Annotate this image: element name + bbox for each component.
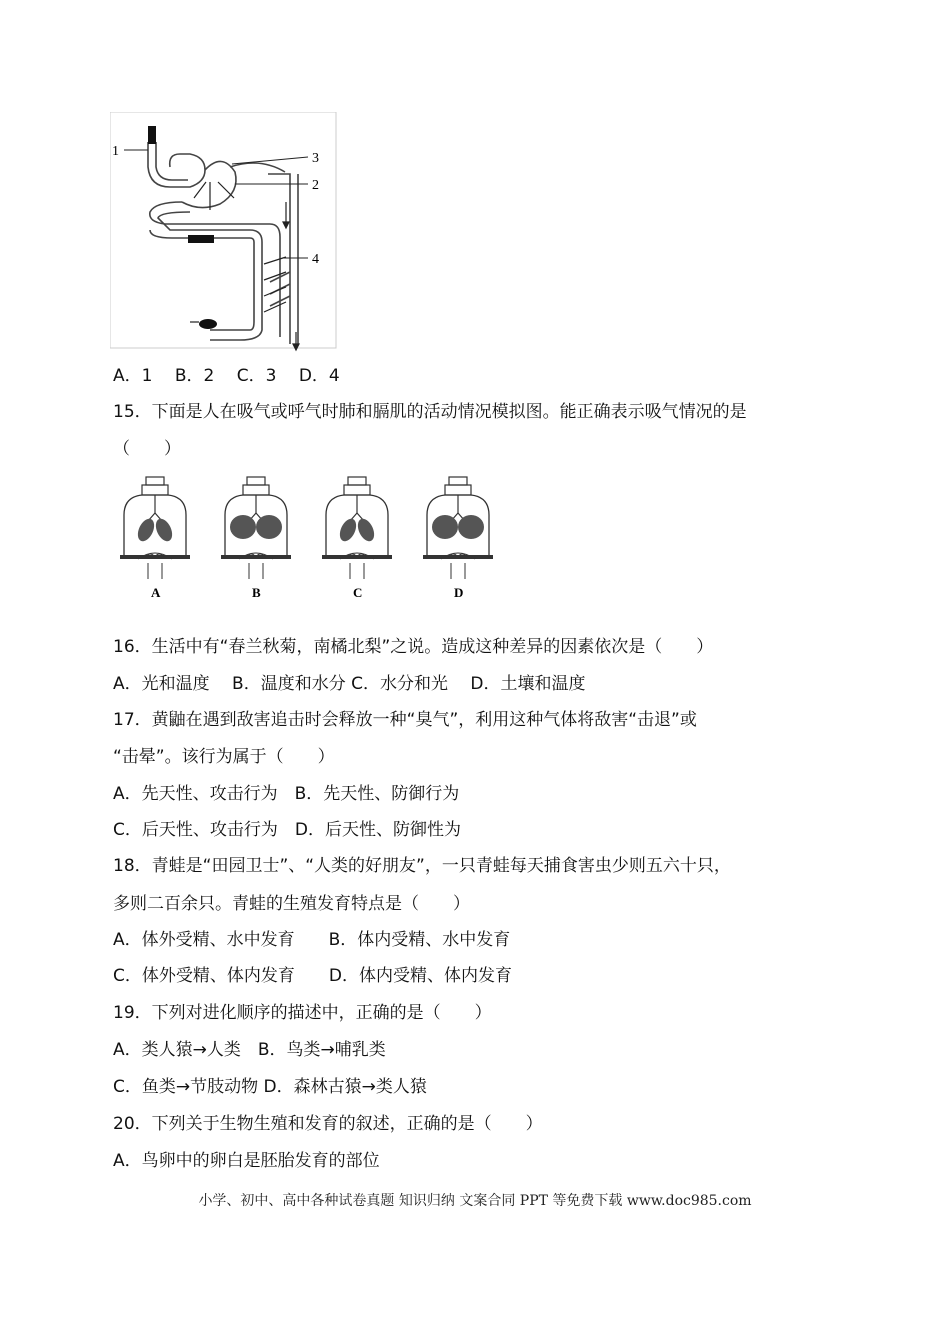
diagram-label-3: 3 (312, 151, 319, 166)
diagram-label-2: 2 (312, 178, 319, 193)
jar-figure-c (322, 477, 392, 600)
q15-stem: 15．下面是人在吸气或呼气时肺和膈肌的活动情况模拟图。能正确表示吸气情况的是 (113, 402, 747, 422)
q17-options-ab: A．先天性、攻击行为 B．先天性、防御行为 (113, 784, 460, 804)
q19-options-ab: A．类人猿→人类 B．鸟类→哺乳类 (113, 1040, 386, 1060)
q20-stem: 20．下列关于生物生殖和发育的叙述，正确的是（ ） (113, 1114, 543, 1134)
q18-options-ab: A．体外受精、水中发育 B．体内受精、水中发育 (113, 930, 511, 950)
jar-figure-b (221, 477, 291, 600)
q18-options-cd: C．体外受精、体内发育 D．体内受精、体内发育 (113, 966, 512, 986)
jar-figure-a (120, 477, 190, 600)
tube-end-mark (199, 319, 217, 329)
diagram-label-1: 1 (112, 144, 119, 159)
q16-stem: 16．生活中有“春兰秋菊，南橘北梨”之说。造成这种差异的因素依次是（ ） (113, 637, 714, 657)
q19-stem: 19．下列对进化顺序的描述中，正确的是（ ） (113, 1003, 492, 1023)
jar-figure-d (423, 477, 493, 600)
q17-stem-line2: “击晕”。该行为属于（ ） (113, 747, 335, 767)
diagram-label-4: 4 (312, 252, 319, 267)
tube-top-mark (148, 126, 156, 144)
jar-label-d: D (454, 585, 464, 600)
q20-option-a: A．鸟卵中的卵白是胚胎发育的部位 (113, 1151, 380, 1171)
jar-label-b: B (252, 585, 261, 600)
q18-stem-line1: 18．青蛙是“田园卫士”、“人类的好朋友”，一只青蛙每天捕食害虫少则五六十只， (113, 856, 731, 876)
jar-label-c: C (353, 585, 363, 600)
q19-options-cd: C．鱼类→节肢动物 D．森林古猿→类人猿 (113, 1077, 427, 1097)
q18-stem-line2: 多则二百余只。青蛙的生殖发育特点是（ ） (113, 894, 470, 914)
q17-stem-line1: 17．黄鼬在遇到敌害追击时会释放一种“臭气”，利用这种气体将敌害“击退”或 (113, 710, 697, 730)
tube-black-segment (188, 235, 214, 243)
q15-answer-paren: （ ） (113, 439, 181, 459)
q16-options: A．光和温度 B．温度和水分 C．水分和光 D．土壤和温度 (113, 674, 586, 694)
jar-label-a: A (151, 585, 161, 600)
nephron-diagram (110, 112, 340, 352)
q14-options: A．1 B．2 C．3 D．4 (113, 366, 340, 386)
bell-jar-figures (118, 475, 508, 605)
q17-options-cd: C．后天性、攻击行为 D．后天性、防御性为 (113, 820, 461, 840)
page-footer: 小学、初中、高中各种试卷真题 知识归纳 文案合同 PPT 等免费下载 www.doc985.com (198, 1193, 752, 1209)
